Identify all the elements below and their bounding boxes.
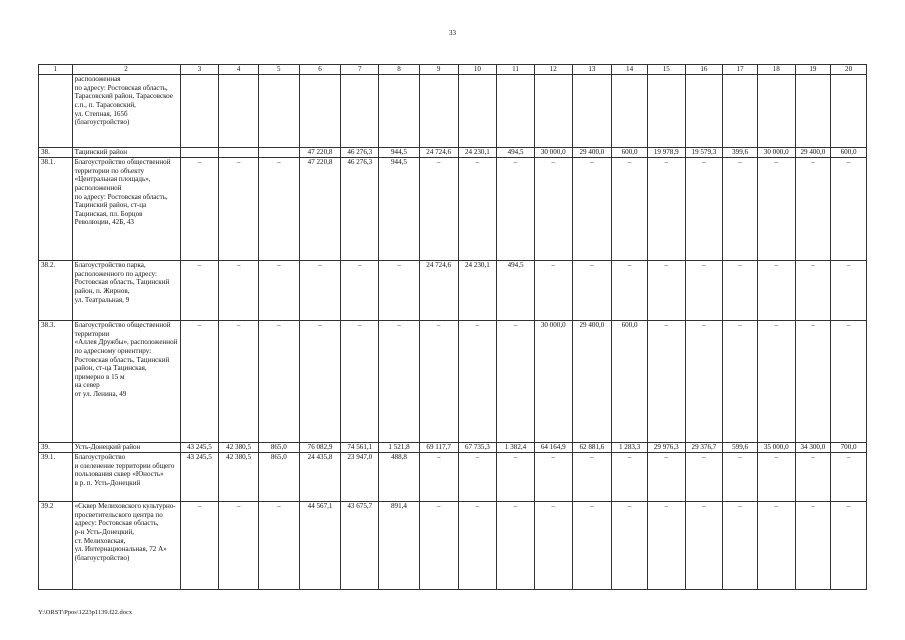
value-cell [219, 75, 259, 148]
row-number: 38.2. [39, 261, 73, 321]
value-cell: 35 000,0 [757, 443, 795, 453]
value-cell: 865,0 [258, 453, 299, 502]
budget-table [38, 64, 867, 590]
page-number: 33 [449, 29, 456, 37]
value-cell: – [458, 502, 497, 590]
value-cell [458, 75, 497, 148]
value-cell: 600,0 [612, 321, 648, 443]
column-header: 16 [685, 65, 723, 75]
value-cell: – [497, 453, 535, 502]
value-cell: – [258, 261, 299, 321]
value-cell: – [757, 502, 795, 590]
value-cell: 30 000,0 [757, 148, 795, 158]
value-cell: – [795, 261, 831, 321]
row-name: «Сквер Мелиховского культурно-просветительского центра по адресу: Ростовская область, р-н Усть-Донецкий, ст. Мелиховская, ул. Интернациональная, 72 А» (благоустройство) [72, 502, 180, 590]
value-cell: 67 735,3 [458, 443, 497, 453]
file-path-footer: Y:\ORST\Ppos\1223p1139.f22.docx [38, 609, 133, 616]
value-cell: – [497, 321, 535, 443]
value-cell: – [647, 453, 685, 502]
value-cell: – [723, 321, 758, 443]
value-cell: 599,6 [723, 443, 758, 453]
value-cell: 29 400,0 [572, 148, 612, 158]
value-cell: – [219, 502, 259, 590]
value-cell: – [572, 453, 612, 502]
value-cell: – [612, 261, 648, 321]
header-row [39, 65, 867, 75]
value-cell: – [685, 261, 723, 321]
value-cell: – [757, 158, 795, 261]
table-row [39, 158, 867, 261]
value-cell: 34 300,0 [795, 443, 831, 453]
column-header: 14 [612, 65, 648, 75]
value-cell: 43 245,5 [180, 453, 219, 502]
column-header: 6 [299, 65, 341, 75]
value-cell: – [572, 261, 612, 321]
column-header: 9 [419, 65, 458, 75]
row-number: 39.2 [39, 502, 73, 590]
row-name: Усть-Донецкий район [72, 443, 180, 453]
row-name: Благоустройство и озеленение территории общего пользования сквер «Юность» в р. п. Усть-Донецкий [72, 453, 180, 502]
value-cell: – [534, 502, 572, 590]
column-header: 10 [458, 65, 497, 75]
value-cell: – [258, 158, 299, 261]
column-header: 17 [723, 65, 758, 75]
value-cell: 23 947,0 [341, 453, 379, 502]
value-cell: – [341, 321, 379, 443]
value-cell: – [219, 321, 259, 443]
row-number [39, 75, 73, 148]
value-cell: 43 675,7 [341, 502, 379, 590]
value-cell: – [685, 158, 723, 261]
value-cell: – [180, 158, 219, 261]
value-cell [757, 75, 795, 148]
value-cell: – [534, 453, 572, 502]
row-number: 38.1. [39, 158, 73, 261]
value-cell: – [299, 261, 341, 321]
table-row [39, 453, 867, 502]
value-cell: 76 082,9 [299, 443, 341, 453]
value-cell: 494,5 [497, 148, 535, 158]
value-cell: – [831, 321, 867, 443]
value-cell [258, 148, 299, 158]
column-header: 18 [757, 65, 795, 75]
value-cell: 69 117,7 [419, 443, 458, 453]
value-cell: – [458, 321, 497, 443]
value-cell: – [831, 453, 867, 502]
value-cell: 19 978,9 [647, 148, 685, 158]
row-name: расположенная по адресу: Ростовская область, Тарасовский район, Тарасовское с.п., п. Тарасовский, ул. Степная, 165б (благоустройство) [72, 75, 180, 148]
value-cell: – [219, 261, 259, 321]
value-cell: 47 220,8 [299, 158, 341, 261]
value-cell: 24 724,6 [419, 148, 458, 158]
value-cell: 30 000,0 [534, 148, 572, 158]
value-cell: 19 579,3 [685, 148, 723, 158]
value-cell: – [180, 261, 219, 321]
value-cell: 944,5 [379, 148, 420, 158]
column-header: 5 [258, 65, 299, 75]
value-cell: – [180, 502, 219, 590]
value-cell: – [795, 158, 831, 261]
value-cell: 600,0 [612, 148, 648, 158]
column-header: 19 [795, 65, 831, 75]
value-cell: 46 276,3 [341, 158, 379, 261]
value-cell [180, 148, 219, 158]
value-cell [612, 75, 648, 148]
value-cell: – [497, 502, 535, 590]
value-cell: 29 976,3 [647, 443, 685, 453]
value-cell: – [419, 158, 458, 261]
value-cell [219, 148, 259, 158]
value-cell: 46 276,3 [341, 148, 379, 158]
row-number: 38.3. [39, 321, 73, 443]
column-header: 1 [39, 65, 73, 75]
value-cell [534, 75, 572, 148]
value-cell: – [258, 321, 299, 443]
value-cell: – [685, 453, 723, 502]
value-cell: 24 230,1 [458, 261, 497, 321]
column-header: 20 [831, 65, 867, 75]
row-name: Благоустройство парка, расположенного по адресу: Ростовская область, Тацинский район, п. Жирнов, ул. Театральная, 9 [72, 261, 180, 321]
value-cell: 1 521,8 [379, 443, 420, 453]
value-cell: – [831, 158, 867, 261]
row-name: Благоустройство общественной территории «Аллея Дружбы», расположенной по адресному ориентиру: Ростовская область, Тацинский район, ст-ца Тацинская, примерно в 15 м на север от ул. Ленина, 49 [72, 321, 180, 443]
value-cell: – [723, 453, 758, 502]
value-cell: 29 400,0 [572, 321, 612, 443]
value-cell [341, 75, 379, 148]
row-number: 39.1. [39, 453, 73, 502]
value-cell [258, 75, 299, 148]
value-cell: 24 230,1 [458, 148, 497, 158]
value-cell: – [723, 158, 758, 261]
value-cell: – [647, 321, 685, 443]
value-cell: – [458, 158, 497, 261]
value-cell: – [685, 502, 723, 590]
value-cell [299, 75, 341, 148]
value-cell: 62 881,6 [572, 443, 612, 453]
value-cell: – [219, 158, 259, 261]
value-cell: – [723, 261, 758, 321]
value-cell: – [757, 261, 795, 321]
value-cell: – [379, 321, 420, 443]
value-cell: 494,5 [497, 261, 535, 321]
value-cell: – [534, 261, 572, 321]
value-cell: 600,0 [831, 148, 867, 158]
value-cell [831, 75, 867, 148]
value-cell [419, 75, 458, 148]
value-cell: – [258, 502, 299, 590]
value-cell: – [757, 321, 795, 443]
table-row [39, 502, 867, 590]
value-cell: 24 724,6 [419, 261, 458, 321]
column-header: 7 [341, 65, 379, 75]
value-cell: 1 382,4 [497, 443, 535, 453]
value-cell: 891,4 [379, 502, 420, 590]
value-cell: – [685, 321, 723, 443]
value-cell [572, 75, 612, 148]
value-cell: 47 220,8 [299, 148, 341, 158]
row-name: Тацинский район [72, 148, 180, 158]
value-cell: 24 435,8 [299, 453, 341, 502]
value-cell [795, 75, 831, 148]
value-cell: – [341, 261, 379, 321]
value-cell: – [379, 261, 420, 321]
value-cell: 700,0 [831, 443, 867, 453]
value-cell: – [723, 502, 758, 590]
table-row [39, 321, 867, 443]
table-row [39, 261, 867, 321]
value-cell: – [757, 453, 795, 502]
value-cell: – [534, 158, 572, 261]
value-cell: – [180, 321, 219, 443]
value-cell: 43 245,5 [180, 443, 219, 453]
table-row [39, 148, 867, 158]
value-cell [379, 75, 420, 148]
value-cell: – [572, 158, 612, 261]
value-cell: – [419, 453, 458, 502]
value-cell: – [647, 502, 685, 590]
value-cell: – [299, 321, 341, 443]
value-cell [180, 75, 219, 148]
value-cell: 1 283,3 [612, 443, 648, 453]
value-cell: 29 400,0 [795, 148, 831, 158]
value-cell: – [572, 502, 612, 590]
value-cell: – [612, 453, 648, 502]
row-number: 38. [39, 148, 73, 158]
row-number: 39. [39, 443, 73, 453]
column-header: 3 [180, 65, 219, 75]
value-cell [685, 75, 723, 148]
value-cell: – [612, 158, 648, 261]
value-cell [497, 75, 535, 148]
value-cell: 44 567,1 [299, 502, 341, 590]
value-cell: – [831, 261, 867, 321]
column-header: 4 [219, 65, 259, 75]
column-header: 12 [534, 65, 572, 75]
value-cell: 30 000,0 [534, 321, 572, 443]
column-header: 13 [572, 65, 612, 75]
value-cell: – [647, 261, 685, 321]
value-cell: 399,6 [723, 148, 758, 158]
value-cell: 64 164,9 [534, 443, 572, 453]
column-header: 2 [72, 65, 180, 75]
value-cell [647, 75, 685, 148]
value-cell: – [612, 502, 648, 590]
value-cell: – [647, 158, 685, 261]
value-cell: 29 376,7 [685, 443, 723, 453]
row-name: Благоустройство общественной территории по объекту «Центральная площадь», расположенной по адресу: Ростовская область, Тацинский район, ст-ца Тацинская, пл. Борцов Революции, 42Б, 43 [72, 158, 180, 261]
value-cell: – [419, 321, 458, 443]
value-cell: 944,5 [379, 158, 420, 261]
value-cell: 488,8 [379, 453, 420, 502]
column-header: 15 [647, 65, 685, 75]
value-cell [723, 75, 758, 148]
column-header: 11 [497, 65, 535, 75]
value-cell: – [419, 502, 458, 590]
value-cell: – [795, 502, 831, 590]
table-row [39, 443, 867, 453]
value-cell: – [795, 453, 831, 502]
table-row [39, 75, 867, 148]
value-cell: 42 380,5 [219, 443, 259, 453]
value-cell: – [795, 321, 831, 443]
value-cell: – [458, 453, 497, 502]
value-cell: 42 380,5 [219, 453, 259, 502]
column-header: 8 [379, 65, 420, 75]
value-cell: – [497, 158, 535, 261]
value-cell: 74 561,1 [341, 443, 379, 453]
value-cell: – [831, 502, 867, 590]
value-cell: 865,0 [258, 443, 299, 453]
